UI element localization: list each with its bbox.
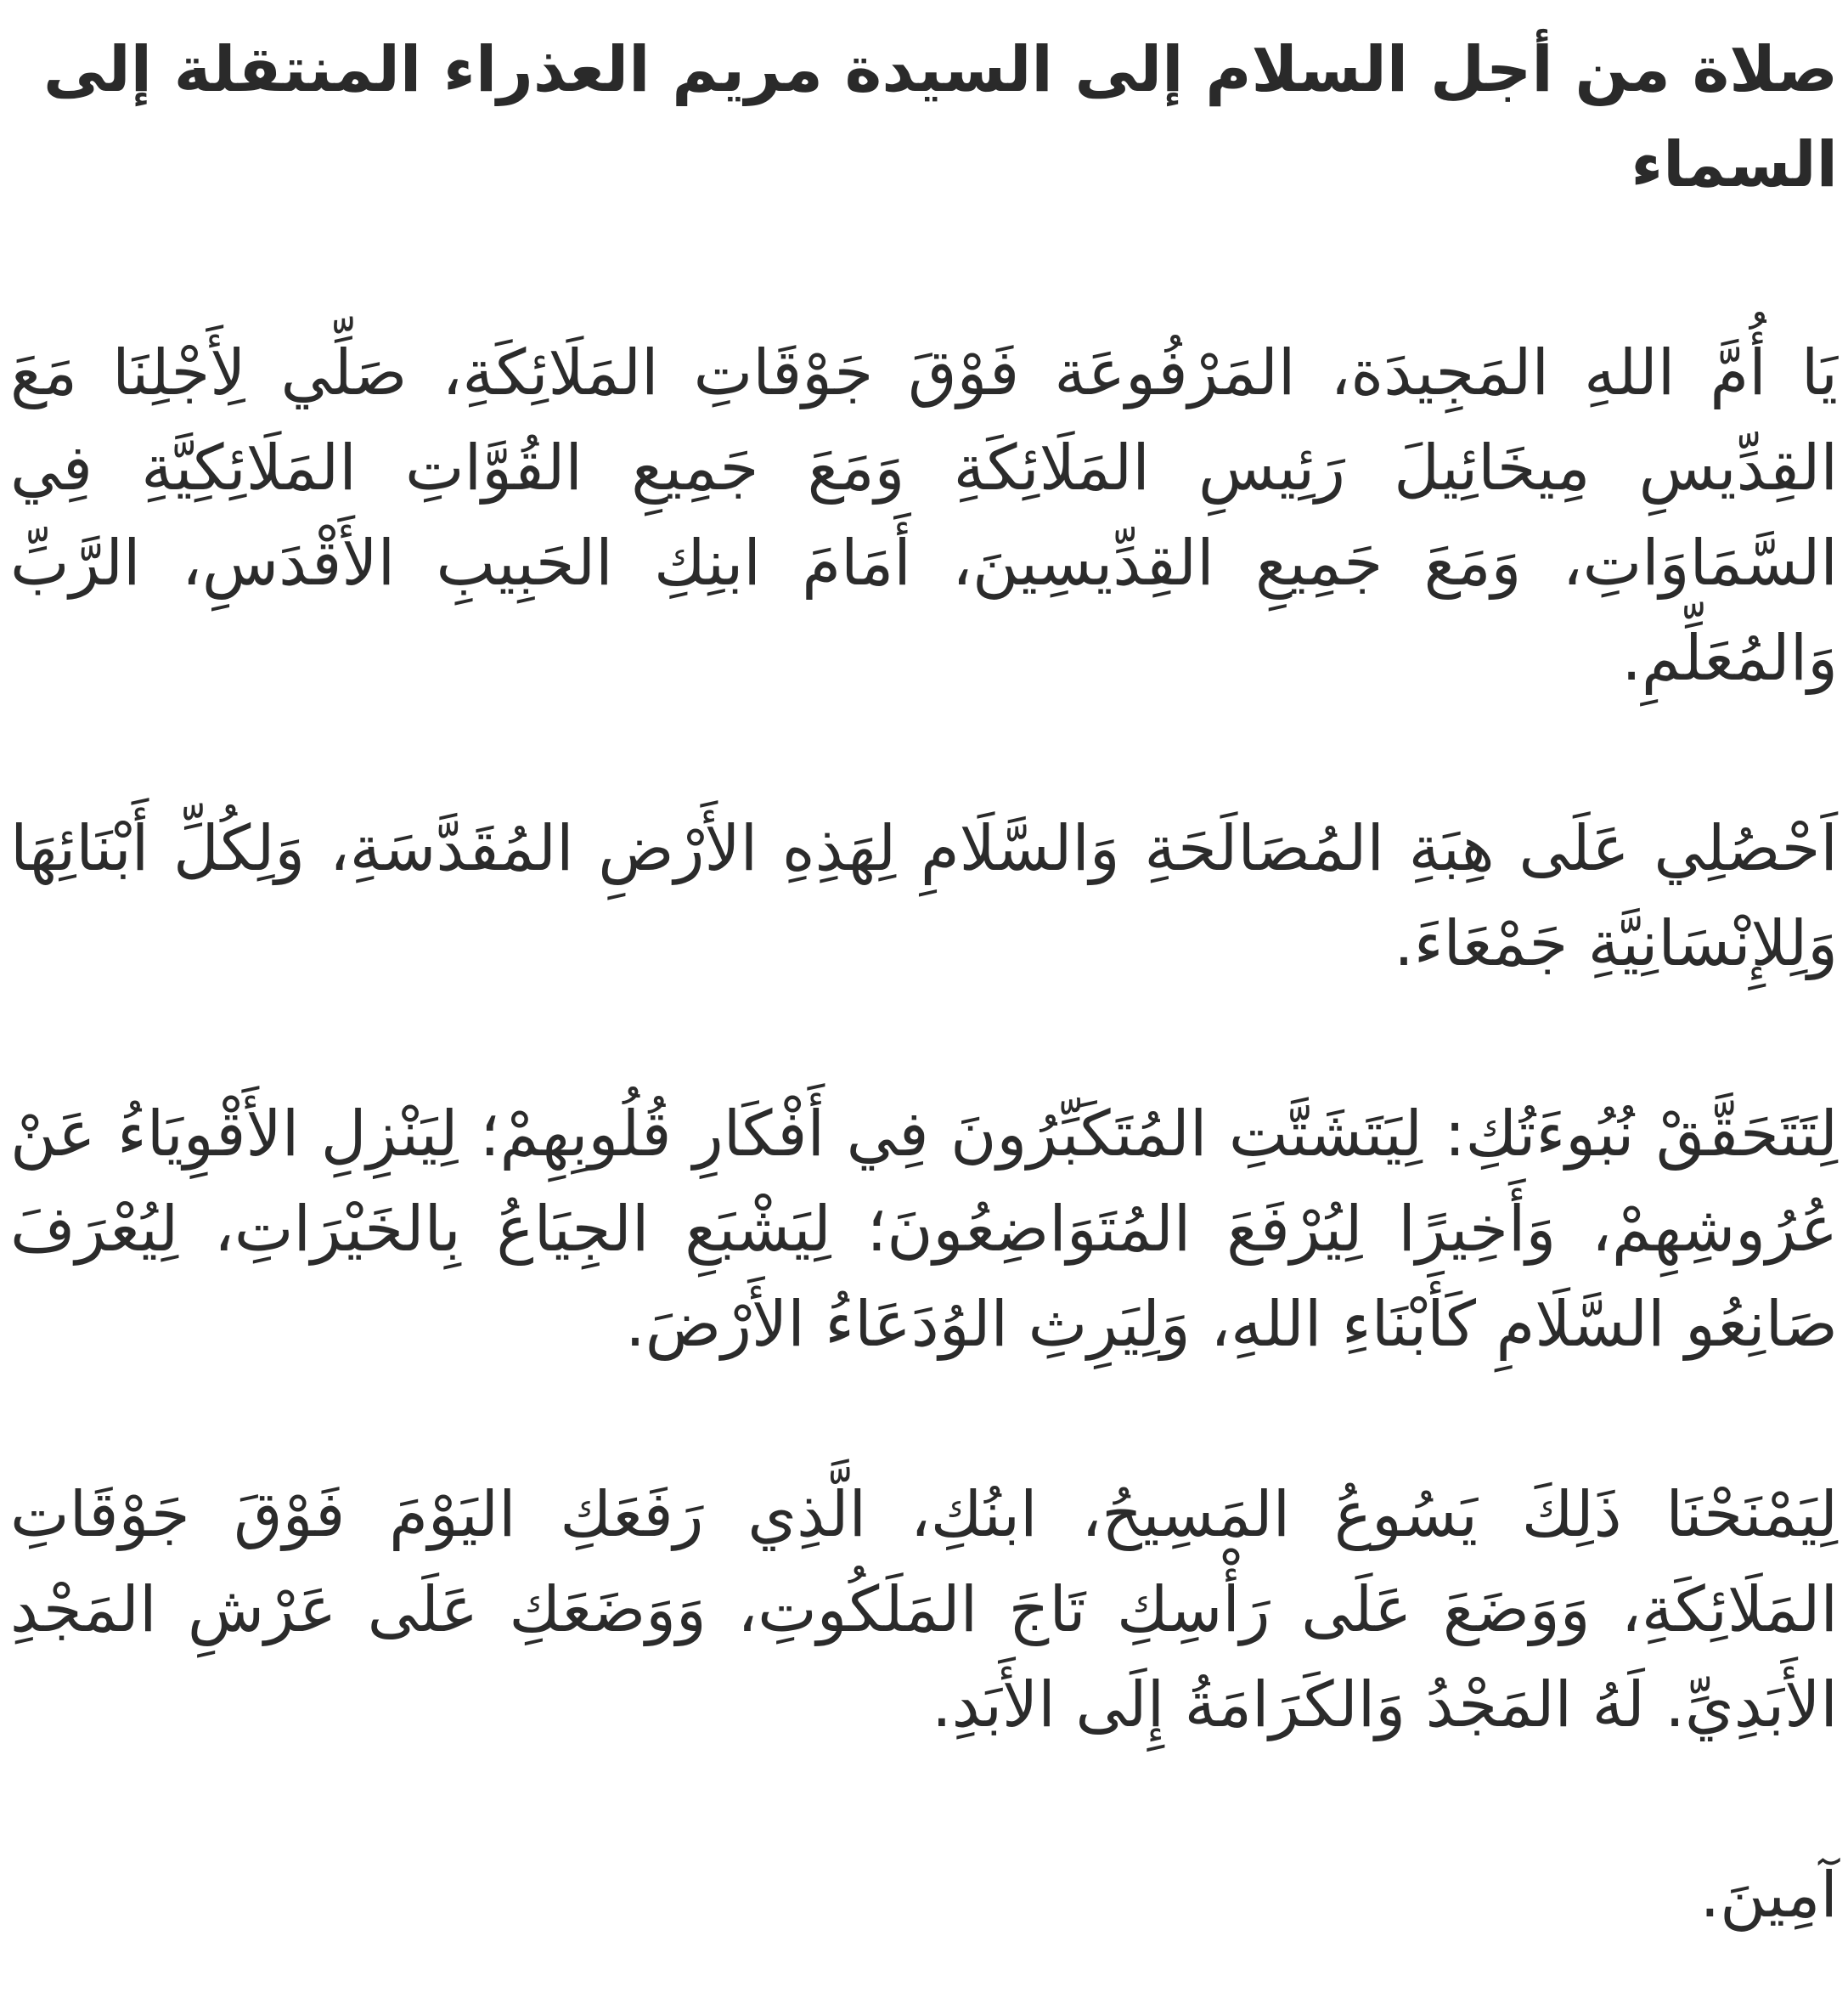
spacer — [10, 991, 1838, 1086]
paragraph-reconciliation: اَحْصُلِي عَلَى هِبَةِ المُصَالَحَةِ وَالسَّلَامِ لِهَذِهِ الأَرْضِ المُقَدَّسَةِ، وَلِكُلِّ أَبْنَائِهَا وَلِلإِنْسَانِيَّةِ جَمْعَاءَ. — [10, 812, 1838, 980]
paragraph-amen: آمِينَ. — [1699, 1859, 1838, 1932]
spacer — [10, 212, 1838, 325]
document-page — [10, 0, 1838, 1943]
paragraph-invocation: يَا أُمَّ اللهِ المَجِيدَة، المَرْفُوعَة فَوْقَ جَوْقَاتِ المَلَائِكَةِ، صَلِّي لِأَجْلِنَا مَعَ القِدِّيسِ مِيخَائِيلَ رَئِيسِ المَلَائِكَةِ وَمَعَ جَمِيعِ القُوَّاتِ المَلَائِكِيَّةِ فِي السَّمَاوَاتِ، وَمَعَ جَمِيعِ القِدِّيسِينَ، أَمَامَ ابنِكِ الحَبِيبِ الأَقْدَسِ، الرَّبِّ وَالمُعَلِّمِ. — [10, 336, 1838, 695]
prayer-title: صلاة من أجل السلام إلى السيدة مريم العذراء المنتقلة إلى السماء — [42, 33, 1838, 201]
spacer — [10, 1752, 1838, 1848]
spacer — [10, 706, 1838, 801]
paragraph-closing: لِيَمْنَحْنَا ذَلِكَ يَسُوعُ المَسِيحُ، ابنُكِ، الَّذِي رَفَعَكِ اليَوْمَ فَوْقَ جَوْقَاتِ المَلَائِكَةِ، وَوَضَعَ عَلَى رَأْسِكِ تَاجَ المَلَكُوتِ، وَوَضَعَكِ عَلَى عَرْشِ المَجْدِ الأَبَدِيِّ. لَهُ المَجْدُ وَالكَرَامَةُ إِلَى الأَبَدِ. — [10, 1478, 1838, 1741]
paragraph-prophecy: لِتَتَحَقَّقْ نُبُوءَتُكِ: لِيَتَشَتَّتِ المُتَكَبِّرُونَ فِي أَفْكَارِ قُلُوبِهِمْ؛ لِيَنْزِلِ الأَقْوِيَاءُ عَنْ عُرُوشِهِمْ، وَأَخِيرًا لِيُرْفَعَ المُتَوَاضِعُونَ؛ لِيَشْبَعِ الجِيَاعُ بِالخَيْرَاتِ، لِيُعْرَفَ صَانِعُو السَّلَامِ كَأَبْنَاءِ اللهِ، وَلِيَرِثِ الوُدَعَاءُ الأَرْضَ. — [10, 1098, 1838, 1361]
spacer — [10, 1372, 1838, 1467]
